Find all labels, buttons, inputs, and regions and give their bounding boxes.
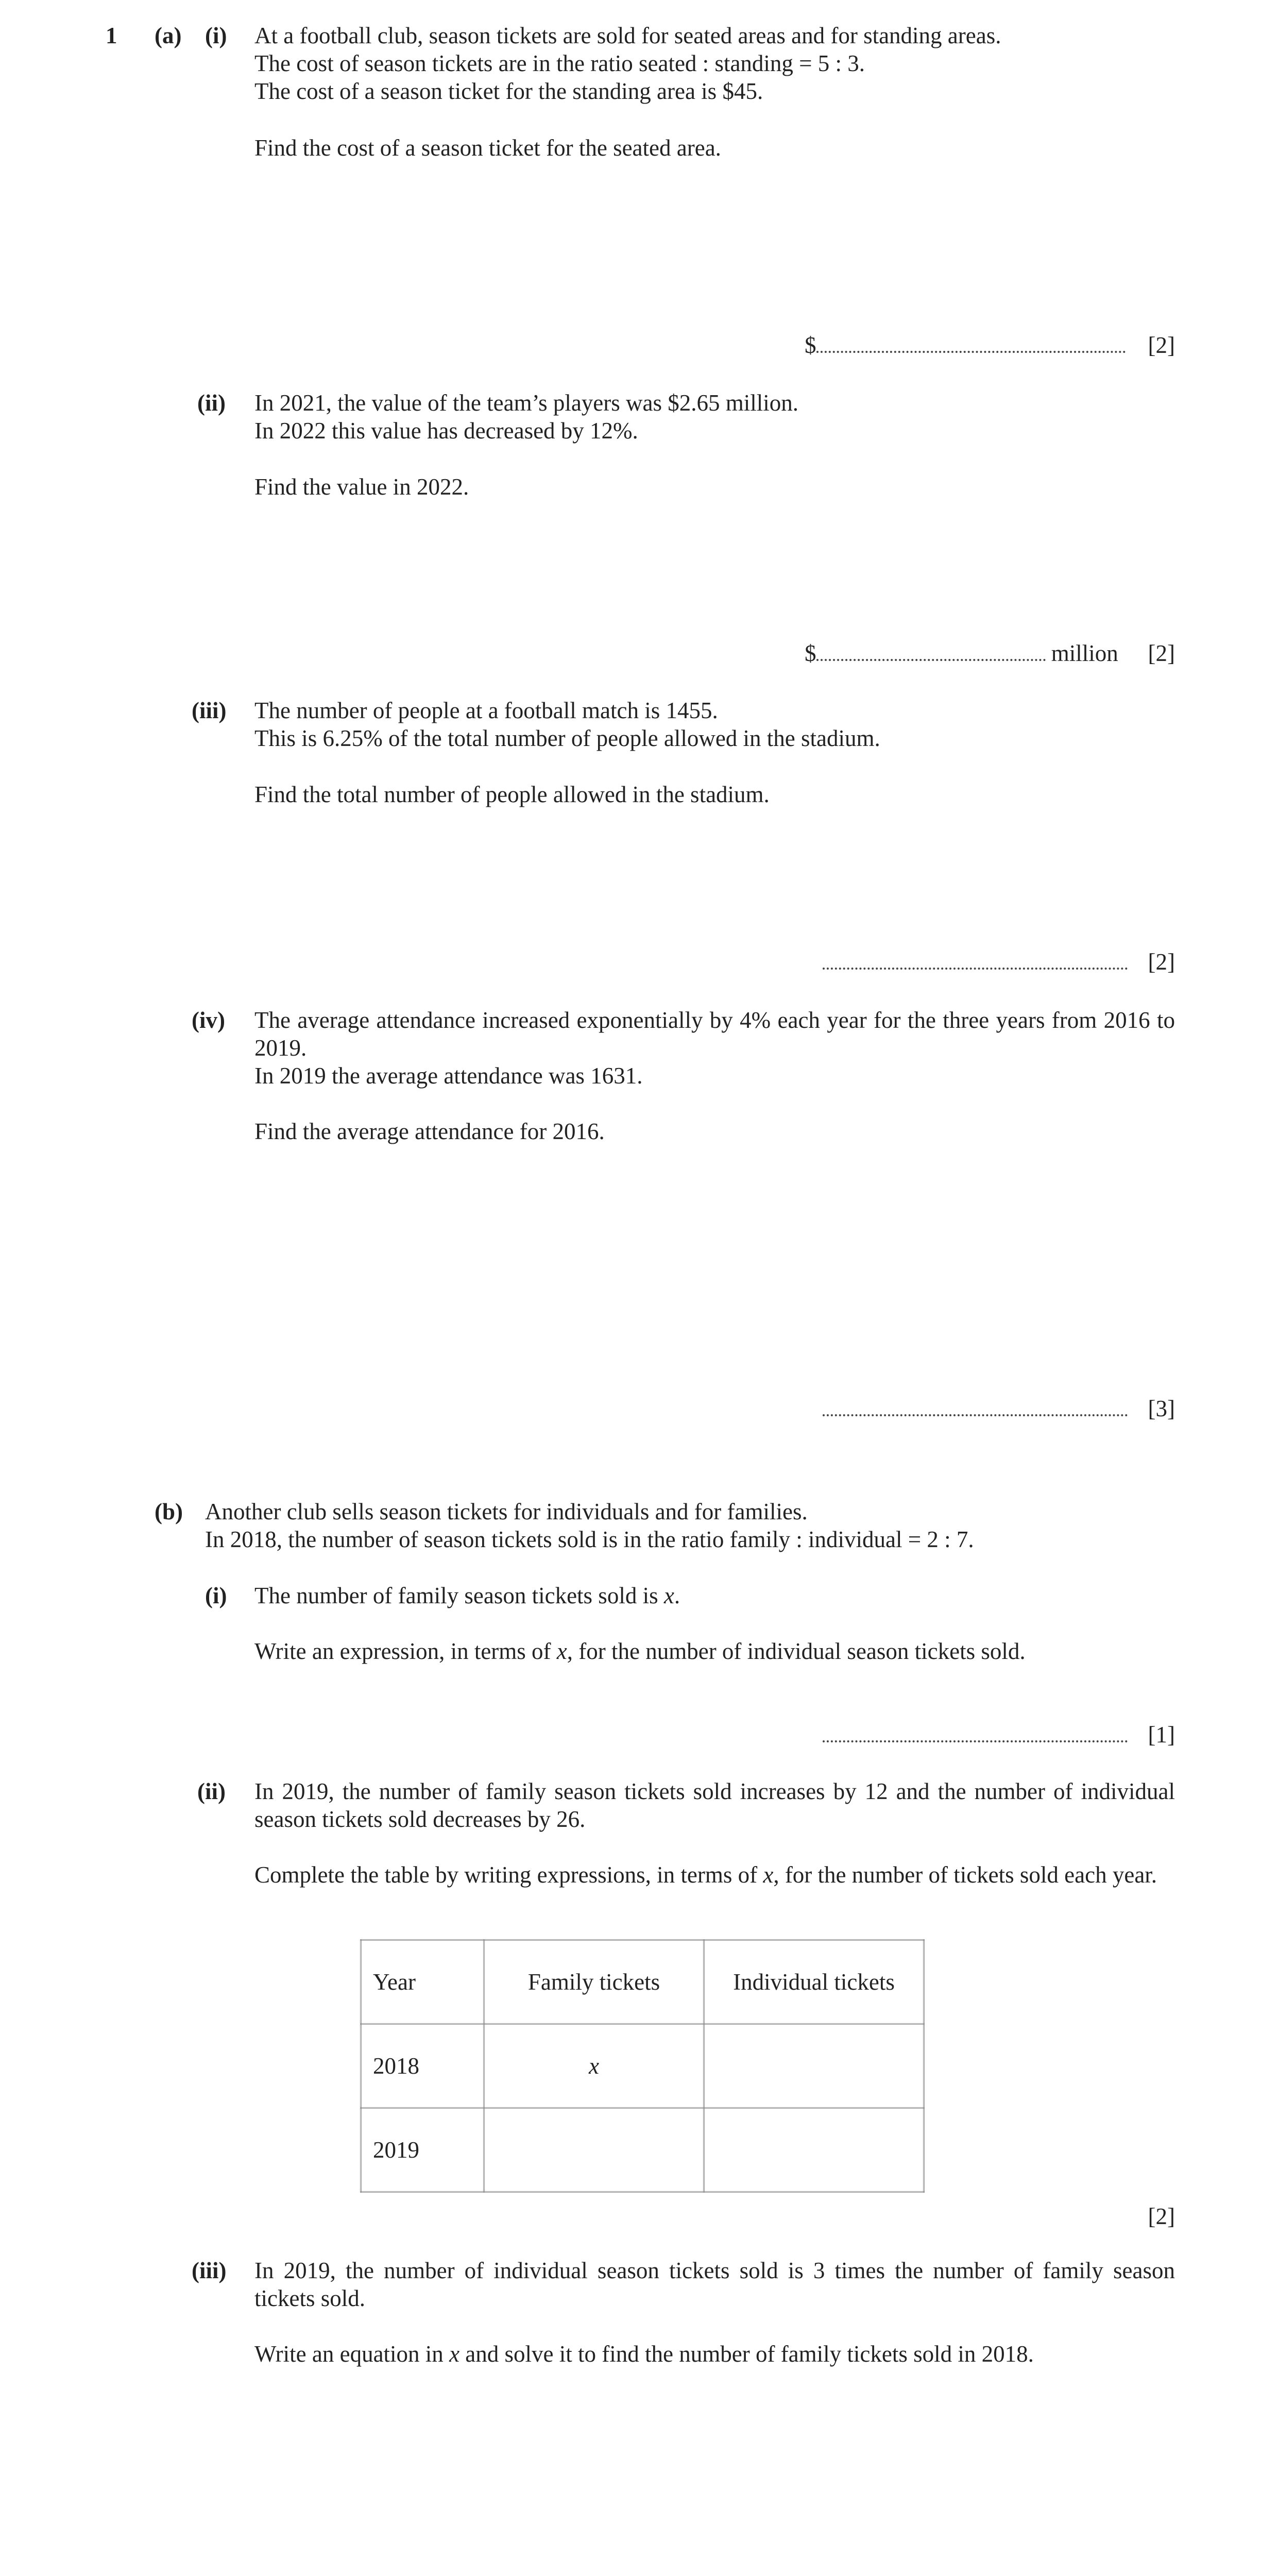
- b-iii-task: [254, 2340, 1034, 2368]
- b-ii-marks: [2]: [1148, 2204, 1175, 2229]
- answer-dots[interactable]: [816, 345, 1126, 353]
- table-row: [361, 2024, 924, 2108]
- a-iii-stem: [254, 697, 880, 752]
- currency-prefix: $: [805, 332, 816, 358]
- b-iii-stem: In 2019, the number of individual season tickets sold is 3 times the number of family season tickets sold.: [254, 2258, 1175, 2311]
- text-run: The number of family season tickets sold is: [254, 1583, 664, 1608]
- a-iv-marks: [3]: [1148, 1396, 1175, 1421]
- answer-dots[interactable]: [816, 653, 1046, 661]
- a-i-stem: [254, 22, 1001, 105]
- b-i-marks: [1]: [1148, 1722, 1175, 1748]
- a-ii-answer-line: [805, 639, 1118, 667]
- unit-suffix: million: [1051, 640, 1118, 666]
- a-ii-task: Find the value in 2022.: [254, 474, 469, 500]
- part-b-label: (b): [155, 1499, 183, 1524]
- stem-line: The cost of a season ticket for the standing area is $45.: [254, 78, 763, 104]
- stem-line: In 2022 this value has decreased by 12%.: [254, 418, 638, 444]
- a-i-answer-line: [805, 331, 1126, 359]
- a-ii-stem: [254, 389, 798, 445]
- a-iii-task: Find the total number of people allowed in the stadium.: [254, 782, 770, 807]
- variable-x: x: [763, 1862, 774, 1888]
- answer-dots[interactable]: [823, 1408, 1128, 1416]
- answer-dots[interactable]: [823, 961, 1128, 970]
- a-iv-answer-line: [823, 1395, 1128, 1422]
- b-ii-task: [254, 1861, 1175, 1889]
- b-i-task: [254, 1637, 1026, 1665]
- subpart-a-iv-label: (iv): [192, 1007, 225, 1033]
- header-year: Year: [361, 1940, 484, 2024]
- cell-individual-input[interactable]: [704, 2024, 924, 2108]
- cell-year: 2019: [361, 2108, 484, 2192]
- stem-line: Another club sells season tickets for individuals and for families.: [205, 1499, 808, 1524]
- text-run: Write an expression, in terms of: [254, 1638, 557, 1664]
- cell-year: 2018: [361, 2024, 484, 2108]
- cell-family-input[interactable]: [484, 2108, 704, 2192]
- subpart-a-i-label: (i): [205, 23, 227, 48]
- table-row: [361, 2108, 924, 2192]
- text-run: .: [674, 1583, 680, 1608]
- header-individual-tickets: Individual tickets: [704, 1940, 924, 2024]
- stem-line: The number of people at a football match is 1455.: [254, 698, 718, 723]
- cell-family: x: [484, 2024, 704, 2108]
- subpart-a-iii-label: (iii): [192, 698, 227, 723]
- stem-line: This is 6.25% of the total number of people allowed in the stadium.: [254, 725, 880, 751]
- a-iii-marks: [2]: [1148, 949, 1175, 975]
- currency-prefix: $: [805, 640, 816, 666]
- variable-x: x: [556, 1638, 567, 1664]
- a-i-task: Find the cost of a season ticket for the seated area.: [254, 135, 721, 161]
- text-run: Complete the table by writing expressions, in terms of: [254, 1862, 763, 1888]
- cell-individual-input[interactable]: [704, 2108, 924, 2192]
- stem-line: The average attendance increased exponentially by 4% each year for the three years from 2016 to 2019.: [254, 1007, 1175, 1061]
- stem-line: In 2021, the value of the team’s players was $2.65 million.: [254, 390, 799, 416]
- header-family-tickets: Family tickets: [484, 1940, 704, 2024]
- subpart-b-iii-label: (iii): [192, 2258, 227, 2283]
- a-ii-marks: [2]: [1148, 640, 1175, 666]
- variable-x: x: [663, 1583, 674, 1608]
- text-run: and solve it to find the number of family tickets sold in 2018.: [459, 2341, 1034, 2367]
- question-number: 1: [106, 23, 117, 48]
- subpart-b-ii-label: (ii): [197, 1778, 226, 1804]
- b-i-stem: [254, 1582, 680, 1609]
- a-iv-task: Find the average attendance for 2016.: [254, 1118, 605, 1144]
- answer-dots[interactable]: [823, 1734, 1128, 1742]
- text-run: , for the number of individual season tickets sold.: [567, 1638, 1026, 1664]
- a-i-marks: [2]: [1148, 332, 1175, 358]
- subpart-b-i-label: (i): [205, 1583, 227, 1608]
- tickets-table: [360, 1939, 925, 2193]
- stem-line: In 2019 the average attendance was 1631.: [254, 1063, 643, 1089]
- text-run: , for the number of tickets sold each year.: [773, 1862, 1157, 1888]
- part-a-label: (a): [155, 23, 182, 48]
- b-i-answer-line: [823, 1721, 1128, 1749]
- stem-line: In 2018, the number of season tickets sold is in the ratio family : individual = 2 : 7.: [205, 1527, 974, 1552]
- text-run: Write an equation in: [254, 2341, 450, 2367]
- b-stem: [205, 1498, 974, 1553]
- b-ii-stem: In 2019, the number of family season tickets sold increases by 12 and the number of individual season tickets sold decreases by 26.: [254, 1778, 1175, 1832]
- table-header-row: [361, 1940, 924, 2024]
- subpart-a-ii-label: (ii): [197, 390, 226, 416]
- stem-line: At a football club, season tickets are sold for seated areas and for standing areas.: [254, 23, 1001, 48]
- a-iv-stem: [254, 1006, 1175, 1090]
- stem-line: The cost of season tickets are in the ratio seated : standing = 5 : 3.: [254, 50, 865, 76]
- a-iii-answer-line: [823, 948, 1128, 976]
- variable-x: x: [449, 2341, 460, 2367]
